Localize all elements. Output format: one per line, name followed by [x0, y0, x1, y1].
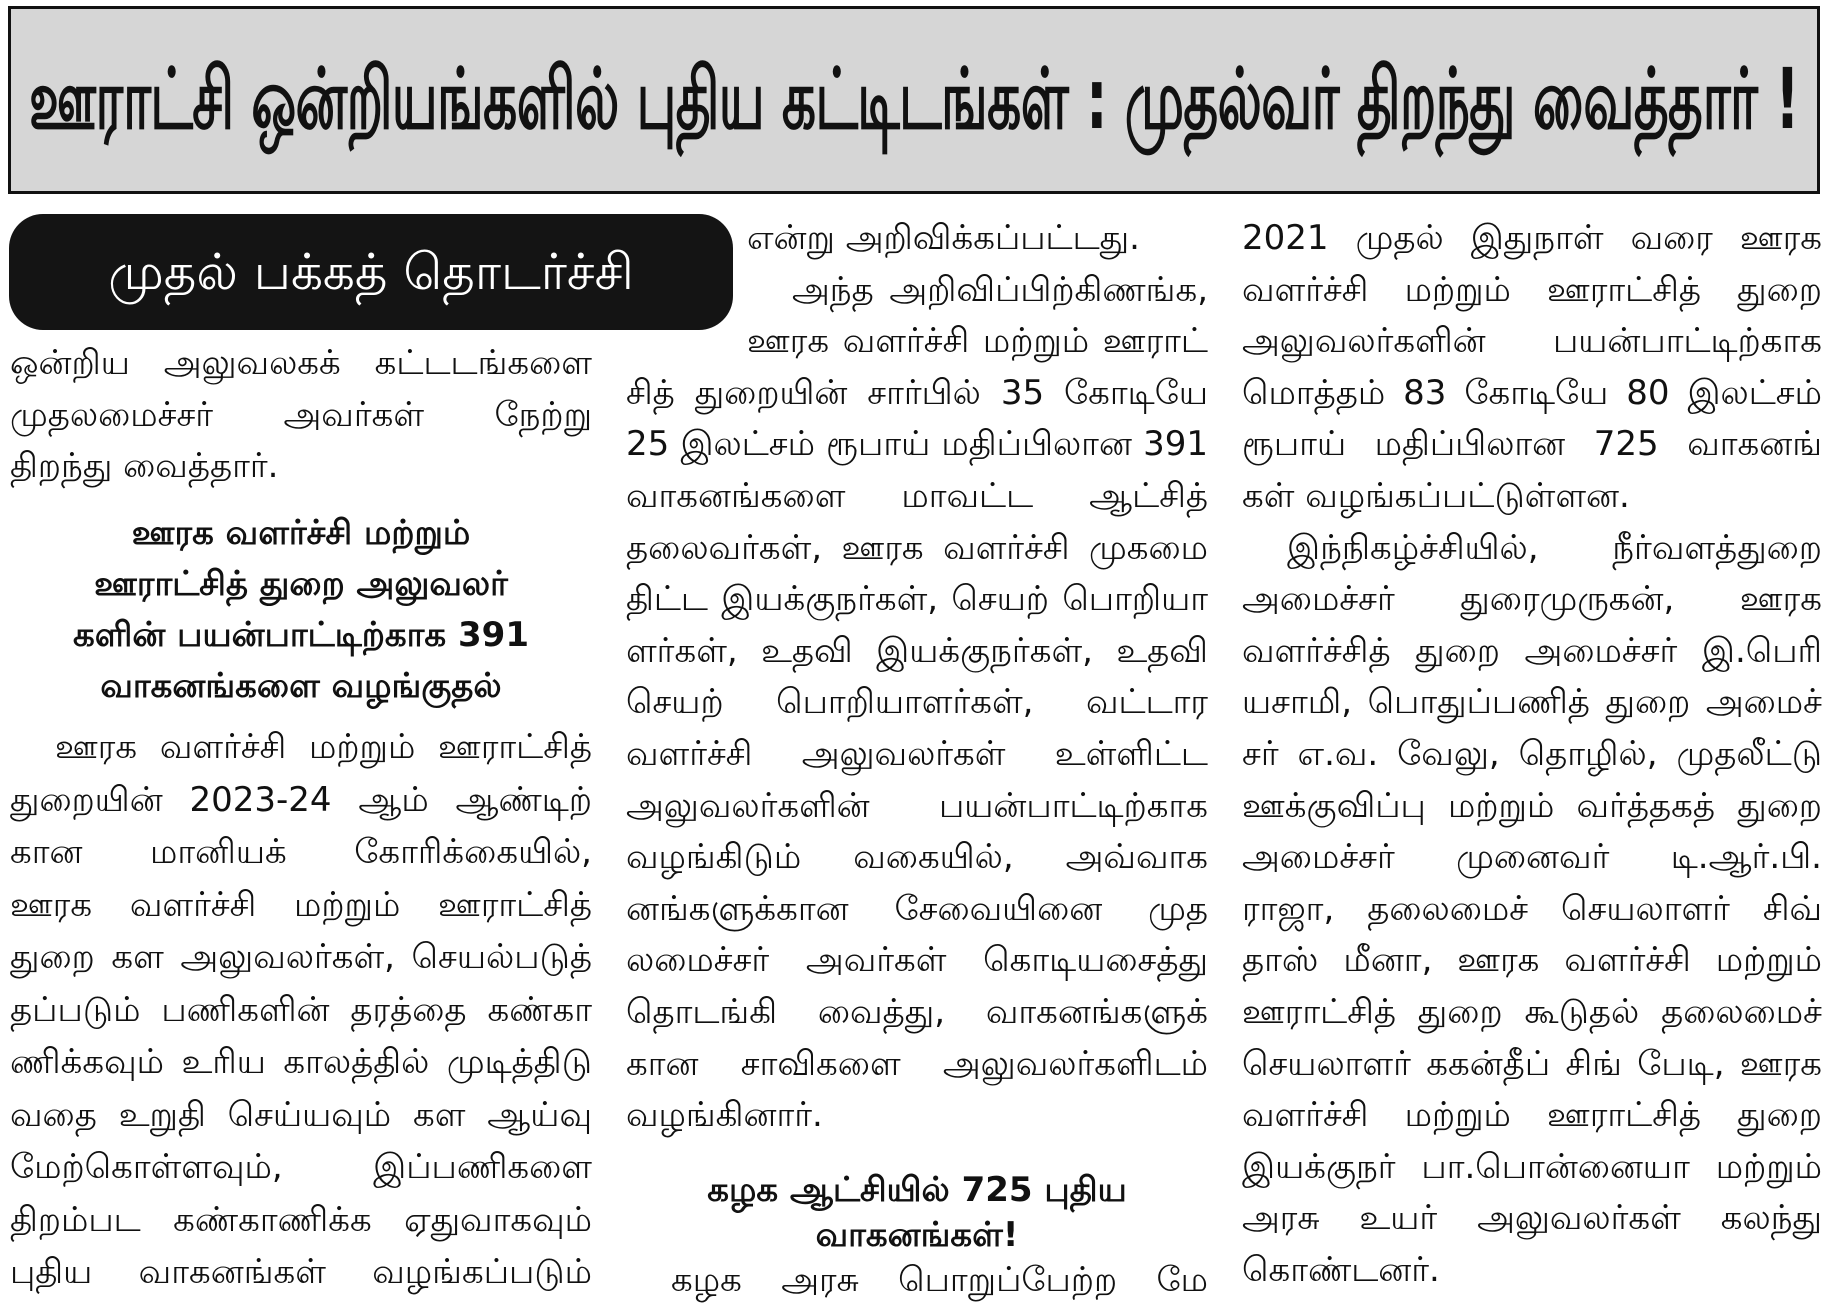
text-line: முதலமைச்சர் அவர்கள் நேற்று — [10, 394, 592, 435]
text-line: யசாமி, பொதுப்பணித் துறை அமைச் — [1242, 682, 1822, 723]
text-line: வளர்ச்சி அலுவலர்கள் உள்ளிட்ட — [626, 733, 1208, 774]
text-line: ராஜா, தலைமைச் செயலாளர் சிவ் — [1242, 888, 1823, 929]
text-line: கான சாவிகளை அலுவலர்களிடம் — [626, 1043, 1208, 1084]
text-line: புதிய வாகனங்கள் வழங்கப்படும் — [10, 1252, 592, 1292]
text-line: மேற்கொள்ளவும், இப்பணிகளை — [10, 1147, 592, 1187]
text-line: திறந்து வைத்தார். — [10, 446, 279, 486]
text-line: வதை உறுதி செய்யவும் கள ஆய்வு — [10, 1094, 592, 1135]
text-line: கான மானியக் கோரிக்கையில், — [10, 832, 592, 872]
headline: ஊராட்சி ஒன்றியங்களில் புதிய கட்டிடங்கள் : முதல்வர் திறந்து வைத்தார் ! — [29, 50, 1799, 149]
text-line: வழங்கிடும் வகையில், அவ்வாக — [626, 837, 1209, 878]
text-line: வளர்ச்சித் துறை அமைச்சர் இ.பெரி — [1242, 630, 1822, 671]
text-line: அமைச்சர் முனைவர் டி.ஆர்.பி. — [1242, 837, 1822, 878]
text-line: கழக அரசு பொறுப்பேற்ற மே — [671, 1260, 1208, 1300]
text-line: அமைச்சர் துரைமுருகன், ஊரக — [1242, 579, 1822, 620]
subheading-line: களின் பயன்பாட்டிற்காக 391 — [73, 615, 529, 655]
column-1-intro-paragraph — [10, 338, 592, 493]
text-line: ஊரக வளர்ச்சி மற்றும் ஊராட் — [747, 321, 1208, 362]
column-2 — [626, 0, 1208, 1306]
column-1 — [10, 0, 592, 1306]
text-line: கொண்டனர். — [1242, 1249, 1440, 1290]
text-line: லமைச்சர் அவர்கள் கொடியசைத்து — [626, 940, 1209, 981]
subheading-line: கழக ஆட்சியில் 725 புதிய — [707, 1170, 1127, 1210]
text-line: 25 இலட்சம் ரூபாய் மதிப்பிலான 391 — [626, 424, 1208, 465]
subheading-line: ஊராட்சித் துறை அலுவலர் — [94, 564, 508, 604]
text-line: திட்ட இயக்குநர்கள், செயற் பொறியா — [626, 579, 1209, 620]
text-line: ளர்கள், உதவி இயக்குநர்கள், உதவி — [626, 630, 1208, 671]
text-line: துறையின் 2023-24 ஆம் ஆண்டிற் — [10, 779, 593, 820]
text-line: திறம்பட கண்காணிக்க ஏதுவாகவும் — [10, 1199, 593, 1240]
text-line: இந்நிகழ்ச்சியில், நீர்வளத்துறை — [1287, 527, 1822, 568]
text-line: ரூபாய் மதிப்பிலான 725 வாகனங் — [1242, 424, 1823, 465]
text-line: செயலாளர் ககன்தீப் சிங் பேடி, ஊரக — [1242, 1043, 1823, 1084]
text-line: சர் எ.வ. வேலு, தொழில், முதலீட்டு — [1242, 733, 1823, 774]
column-2-body-paragraph — [626, 213, 1208, 1142]
subheading-line: வாகனங்கள்! — [815, 1215, 1019, 1255]
column-3-body — [1242, 213, 1822, 1296]
text-line: ணிக்கவும் உரிய காலத்தில் முடித்திடு — [10, 1042, 592, 1082]
text-line: ஒன்றிய அலுவலகக் கட்டடங்களை — [10, 343, 592, 383]
column-2-subheading — [626, 1168, 1208, 1258]
column-1-body-paragraph — [10, 721, 592, 1299]
text-line: தலைவர்கள், ஊரக வளர்ச்சி முகமை — [626, 527, 1209, 568]
text-line: னங்களுக்கான சேவையினை முத — [626, 888, 1209, 929]
text-line: அலுவலர்களின் பயன்பாட்டிற்காக — [626, 785, 1208, 826]
column-2-closing-paragraph — [626, 1258, 1208, 1302]
text-line: வளர்ச்சி மற்றும் ஊராட்சித் துறை — [1242, 1095, 1822, 1136]
text-line: இயக்குநர் பா.பொன்னையா மற்றும் — [1242, 1146, 1822, 1187]
text-line: என்று அறிவிக்கப்பட்டது. — [747, 218, 1140, 258]
text-line: வாகனங்களை மாவட்ட ஆட்சித் — [626, 475, 1208, 516]
text-line: தப்படும் பணிகளின் தரத்தை கண்கா — [10, 989, 592, 1030]
text-line: அரசு உயர் அலுவலர்கள் கலந்து — [1242, 1198, 1822, 1239]
column-3 — [1242, 0, 1822, 1306]
text-line: ஊக்குவிப்பு மற்றும் வர்த்தகத் துறை — [1242, 785, 1823, 826]
text-line: அலுவலர்களின் பயன்பாட்டிற்காக — [1242, 321, 1822, 362]
text-line: சித் துறையின் சார்பில் 35 கோடியே — [626, 372, 1209, 413]
text-line: ஊராட்சித் துறை கூடுதல் தலைமைச் — [1242, 991, 1822, 1032]
text-line: தாஸ் மீனா, ஊரக வளர்ச்சி மற்றும் — [1242, 940, 1823, 981]
text-line: தொடங்கி வைத்து, வாகனங்களுக் — [626, 991, 1208, 1032]
subheading-line: ஊரக வளர்ச்சி மற்றும் — [131, 513, 471, 553]
text-line: மொத்தம் 83 கோடியே 80 இலட்சம் — [1242, 372, 1822, 413]
text-line: செயற் பொறியாளர்கள், வட்டார — [626, 682, 1209, 723]
text-line: துறை கள அலுவலர்கள், செயல்படுத் — [10, 937, 592, 977]
continuation-tab-label: முதல் பக்கத் தொடர்ச்சி — [108, 242, 634, 301]
subheading-line: வாகனங்களை வழங்குதல் — [100, 666, 502, 706]
text-line: வழங்கினார். — [626, 1095, 823, 1136]
text-line: கள் வழங்கப்பட்டுள்ளன. — [1242, 475, 1630, 516]
text-line: ஊரக வளர்ச்சி மற்றும் ஊராட்சித் — [55, 727, 593, 767]
text-line: ஊரக வளர்ச்சி மற்றும் ஊராட்சித் — [10, 884, 593, 925]
text-line: அந்த அறிவிப்பிற்கிணங்க, — [792, 269, 1208, 310]
column-1-subheading — [10, 508, 592, 712]
text-line: 2021 முதல் இதுநாள் வரை ஊரக — [1242, 218, 1823, 258]
text-line: வளர்ச்சி மற்றும் ஊராட்சித் துறை — [1242, 269, 1822, 310]
